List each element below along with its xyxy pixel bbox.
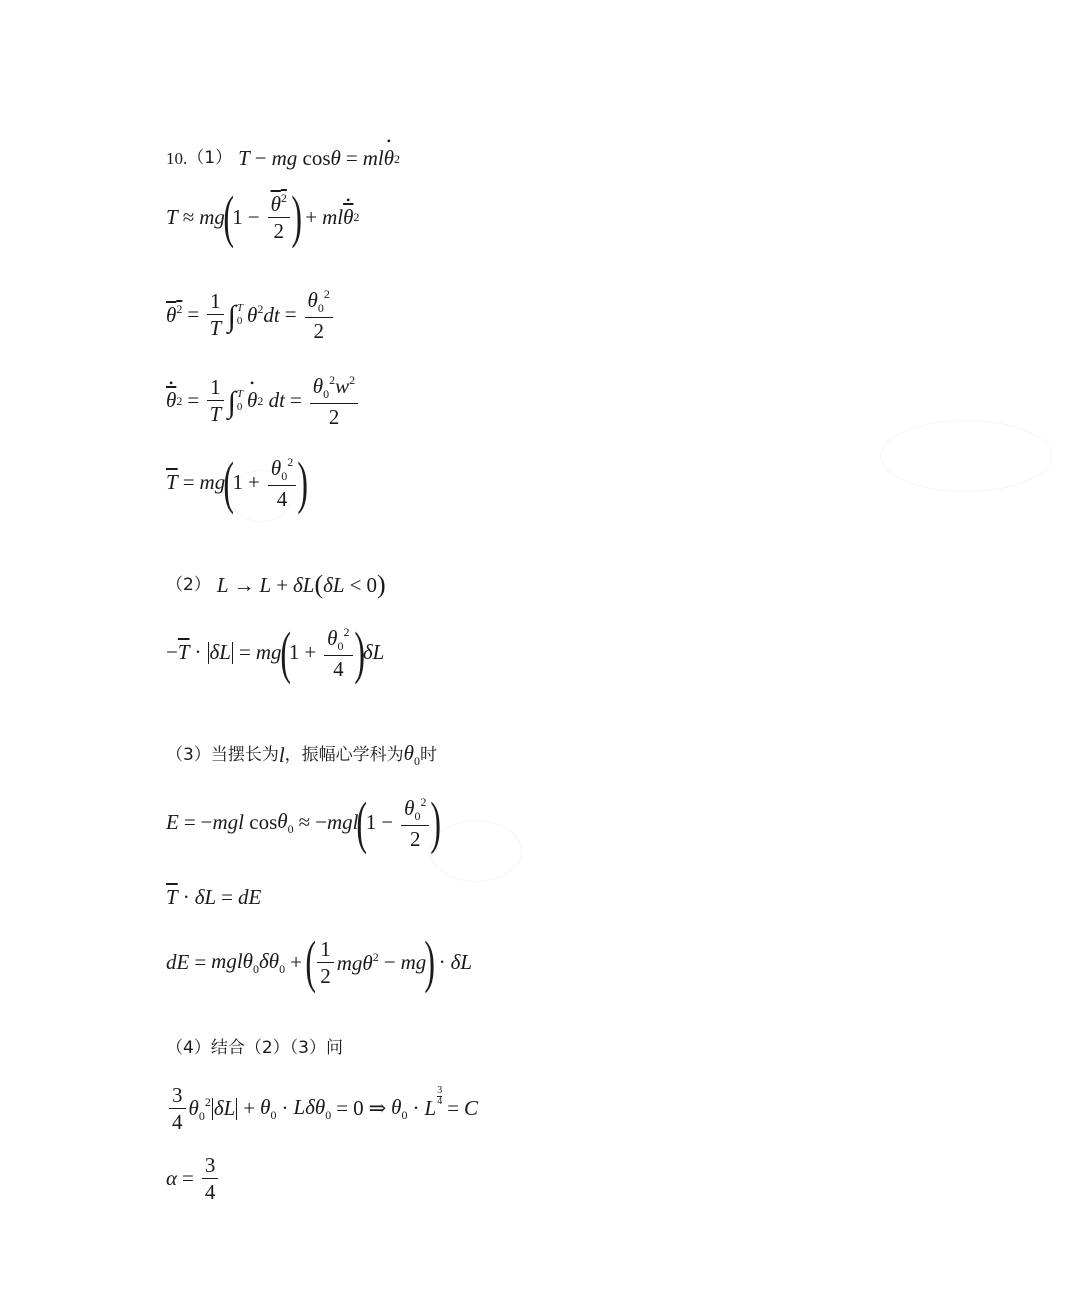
eq-1a: 10. （1） T − mg cos θ = ml • θ 2 <box>166 148 400 169</box>
eq-2a: （2） L → L + δL ( δL < 0 ) <box>166 570 386 599</box>
eq-3b: $\overline{T}$ · δL = dE <box>166 885 262 909</box>
eq-1d: • $\overline{\theta}$ 2 = $\frac{1}{T}$ ∫ T 0 • θ 2 dt = $\frac{\theta_0^2w^2}{2}$ <box>166 374 361 428</box>
eq-3c: dE = $mgl\theta_0\delta\theta_0$ + ( $\frac{1}{2}$ mgθ$^2$ − mg ) · δL <box>166 929 473 995</box>
part3-text-c: 时 <box>420 744 437 765</box>
part4-heading <box>166 1040 343 1057</box>
part3-heading: （3） 当摆长为 l ，振幅心学科为 $\theta_0$ 时 <box>166 741 437 768</box>
eq-4a: $\frac{3}{4}$ $\theta_0^2$ δL + $\theta_0$ · Lδθ$_0$ = 0 ⇒ $\theta_0$ · L $\frac{3}{4}$ = C <box>166 1084 478 1133</box>
eq-1b: T ≈ mg ( 1 − $\frac{\theta^2}{2}$ ) + ml • $\overline{\theta}$ 2 <box>166 192 359 242</box>
eq-1c: $\theta^2$ = $\frac{1}{T}$ ∫ T 0 $\theta^2dt$ = $\frac{\theta_0^2}{2}$ <box>166 288 336 342</box>
eq-2b: − $\overline{T}$ · δL = mg ( 1 + $\frac{\theta_0^2}{4}$ ) δL <box>166 619 385 685</box>
part3-text-b: ，振幅心学科为 <box>284 744 404 765</box>
part2-label: （2） <box>166 574 211 595</box>
part4-label: （4） <box>166 1038 211 1058</box>
part1-label: （1） <box>187 148 233 168</box>
part4-text: 结合（2）（3）问 <box>210 1038 343 1058</box>
eq-3a: E = − mgl cos $\theta_0$ ≈ − mgl ( 1 − $\frac{\theta_0^2}{2}$ ) <box>166 789 442 855</box>
problem-number: 10. <box>166 149 188 168</box>
eq-4b: α = $\frac{3}{4}$ <box>166 1154 221 1203</box>
eq-1e: $\overline{T}$ = mg ( 1 + $\frac{\theta_0^2}{4}$ ) <box>166 449 309 515</box>
part3-text-a: 当摆长为 <box>210 744 279 765</box>
part3-label: （3） <box>166 744 211 765</box>
